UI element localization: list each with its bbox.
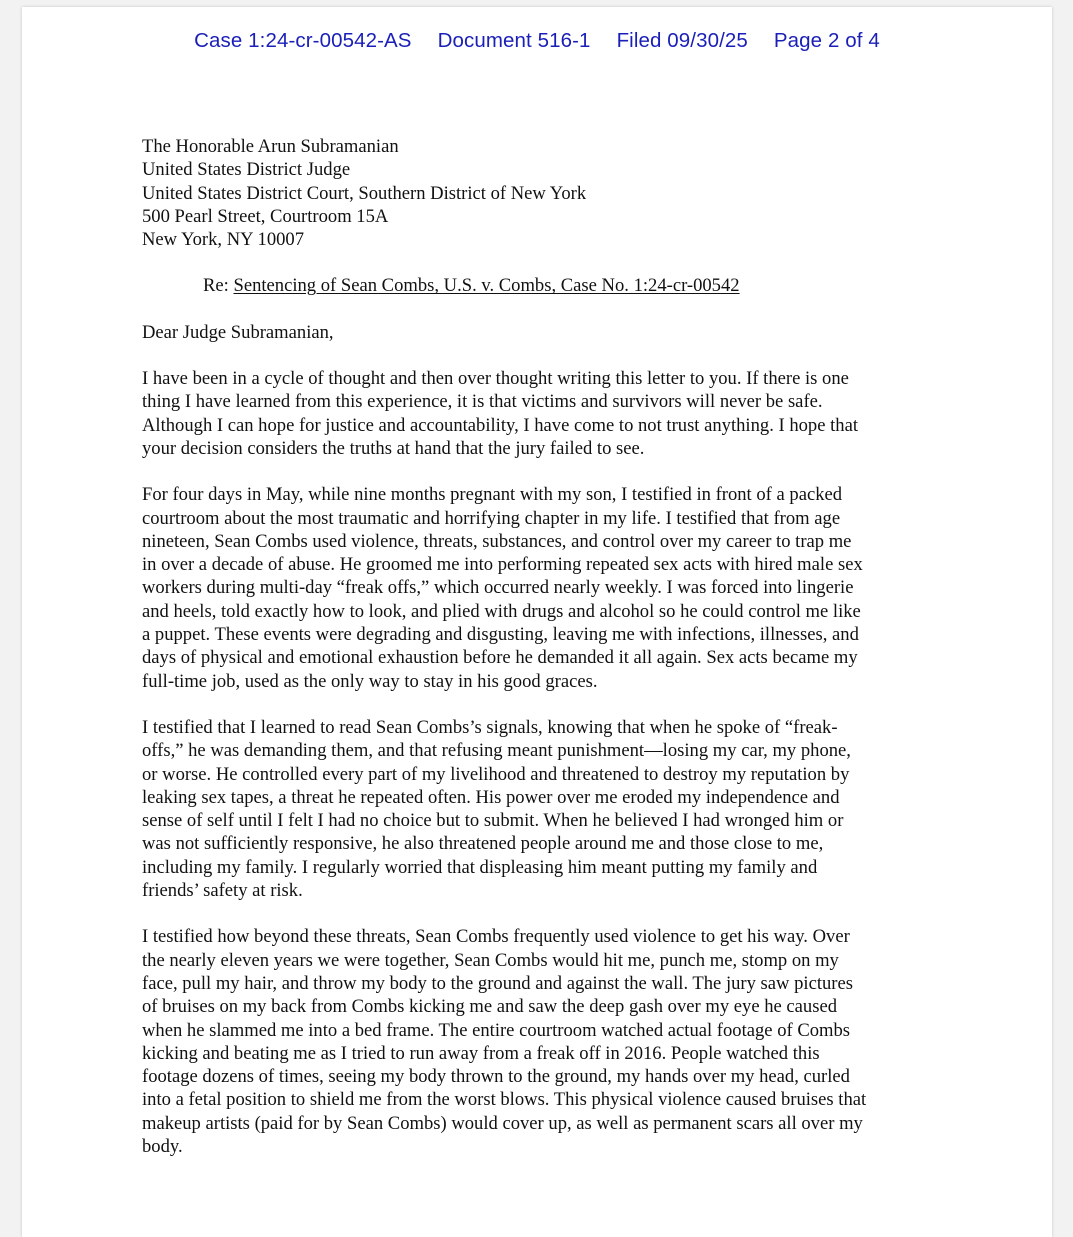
- text-line: workers during multi-day “freak offs,” which occurred nearly weekly. I was forced into lingerie: [142, 577, 854, 599]
- address-line: The Honorable Arun Subramanian: [142, 136, 399, 157]
- text-line: days of physical and emotional exhaustion before he demanded it all again. Sex acts became my: [142, 647, 858, 669]
- text-line: I testified that I learned to read Sean Combs’s signals, knowing that when he spoke of “freak-: [142, 716, 838, 738]
- page-number: Page 2 of 4: [773, 29, 880, 52]
- case-header: [22, 29, 1052, 53]
- text-line: nineteen, Sean Combs used violence, threats, substances, and control over my career to trap me: [142, 530, 852, 552]
- text-line: makeup artists (paid for by Sean Combs) would cover up, as well as permanent scars all over my: [142, 1112, 863, 1134]
- recipient-address: [142, 135, 962, 251]
- text-line: kicking and beating me as I tried to run away from a freak off in 2016. People watched this: [142, 1042, 820, 1064]
- text-line: or worse. He controlled every part of my livelihood and threatened to destroy my reputation by: [142, 763, 850, 785]
- address-line: United States District Court, Southern District of New York: [142, 182, 587, 204]
- text-line: the nearly eleven years we were together, Sean Combs would hit me, punch me, stomp on my: [142, 949, 839, 971]
- salutation: Dear Judge Subramanian,: [142, 321, 334, 343]
- address-line: New York, NY 10007: [142, 229, 305, 251]
- text-line: sense of self until I felt I had no choice but to submit. When he believed I had wronged him or: [142, 810, 844, 832]
- paragraph: [142, 925, 962, 1158]
- text-line: face, pull my hair, and throw my body to the ground and against the wall. The jury saw pictures: [142, 972, 853, 994]
- text-line: friends’ safety at risk.: [142, 880, 303, 902]
- document-page: [22, 7, 1052, 1237]
- filed-date: Filed 09/30/25: [616, 29, 748, 52]
- paragraph: [142, 483, 962, 693]
- text-line: in over a decade of abuse. He groomed me into performing repeated sex acts with hired male sex: [142, 554, 863, 576]
- text-line: including my family. I regularly worried that displeasing him meant putting my family and: [142, 856, 818, 878]
- text-line: courtroom about the most traumatic and horrifying chapter in my life. I testified that from age: [142, 507, 841, 529]
- paragraph: [142, 367, 962, 460]
- text-line: full-time job, used as the only way to stay in his good graces.: [142, 670, 598, 692]
- paragraph: [142, 716, 962, 902]
- text-line: thing I have learned from this experience, it is that victims and survivors will never be safe.: [142, 391, 823, 413]
- text-line: Although I can hope for justice and accountability, I have come to not trust anything. I hope that: [142, 414, 859, 436]
- text-line: I testified how beyond these threats, Sean Combs frequently used violence to get his way. Over: [142, 926, 850, 948]
- address-line: 500 Pearl Street, Courtroom 15A: [142, 205, 389, 227]
- text-line: leaking sex tapes, a threat he repeated often. His power over me eroded my independence and: [142, 786, 840, 808]
- text-line: was not sufficiently responsive, he also threatened people around me and those close to me,: [142, 833, 824, 855]
- text-line: your decision considers the truths at hand that the jury failed to see.: [142, 437, 645, 459]
- letter-body: [142, 135, 962, 1158]
- text-line: body.: [142, 1135, 183, 1157]
- text-line: when he slammed me into a bed frame. The entire courtroom watched actual footage of Combs: [142, 1019, 851, 1041]
- text-line: a puppet. These events were degrading and disgusting, leaving me with infections, illnesses, and: [142, 624, 859, 646]
- text-line: offs,” he was demanding them, and that refusing meant punishment—losing my car, my phone,: [142, 740, 851, 762]
- subject-prefix: Re:: [203, 275, 234, 297]
- address-line: United States District Judge: [142, 159, 351, 181]
- text-line: of bruises on my back from Combs kicking me and saw the deep gash over my eye he caused: [142, 996, 838, 1018]
- subject-text: Sentencing of Sean Combs, U.S. v. Combs, Case No. 1:24-cr-00542: [233, 275, 740, 297]
- text-line: footage dozens of times, seeing my body thrown to the ground, my hands over my head, curled: [142, 1066, 850, 1088]
- subject-line: [142, 274, 962, 297]
- document-number: Document 516-1: [437, 29, 591, 52]
- text-line: I have been in a cycle of thought and then over thought writing this letter to you. If there is one: [142, 368, 849, 390]
- case-number: Case 1:24-cr-00542-AS: [194, 29, 412, 52]
- text-line: For four days in May, while nine months pregnant with my son, I testified in front of a packed: [142, 484, 843, 506]
- text-line: and heels, told exactly how to look, and plied with drugs and alcohol so he could control me like: [142, 600, 861, 622]
- text-line: into a fetal position to shield me from the worst blows. This physical violence caused bruises that: [142, 1089, 867, 1111]
